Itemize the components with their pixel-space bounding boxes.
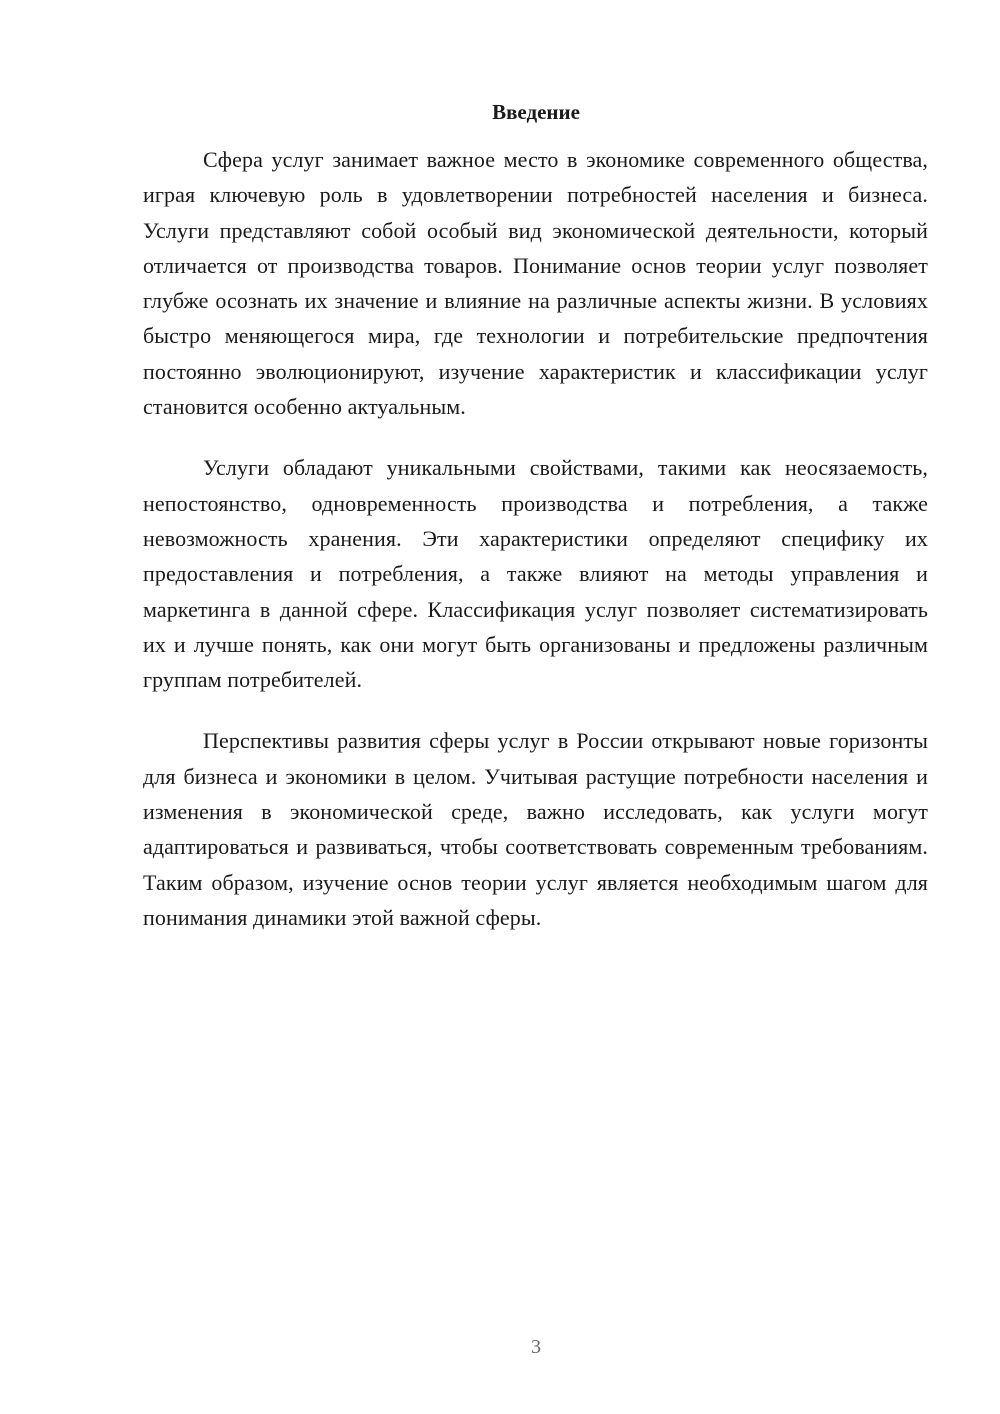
paragraph-1: Сфера услуг занимает важное место в экономике современного общества, играя ключевую роль в удовлетворении потребностей населения и бизнеса. Услуги представляют собой особый вид экономической деятельности, который отличается от производства товаров. Понимание основ теории услуг позволяет глубже осознать их значение и влияние на различные аспекты жизни. В условиях быстро меняющегося мира, где технологии и потребительские предпочтения постоянно эволюционируют, изучение характеристик и классификации услуг становится особенно актуальным.	[143, 147, 928, 420]
page-number: 3	[531, 1336, 541, 1358]
page-title: Введение	[492, 100, 580, 124]
paragraph-3: Перспективы развития сферы услуг в России открывают новые горизонты для бизнеса и экономики в целом. Учитывая растущие потребности населения и изменения в экономической среде, важно исследовать, как услуги могут адаптироваться и развиваться, чтобы соответствовать современным требованиям. Таким образом, изучение основ теории услуг является необходимым шагом для понимания динамики этой важной сферы.	[143, 728, 928, 930]
document-body	[143, 142, 928, 935]
paragraph-2: Услуги обладают уникальными свойствами, такими как неосязаемость, непостоянство, одновременность производства и потребления, а также невозможность хранения. Эти характеристики определяют специфику их предоставления и потребления, а также влияют на методы управления и маркетинга в данной сфере. Классификация услуг позволяет систематизировать их и лучше понять, как они могут быть организованы и предложены различным группам потребителей.	[143, 455, 928, 693]
